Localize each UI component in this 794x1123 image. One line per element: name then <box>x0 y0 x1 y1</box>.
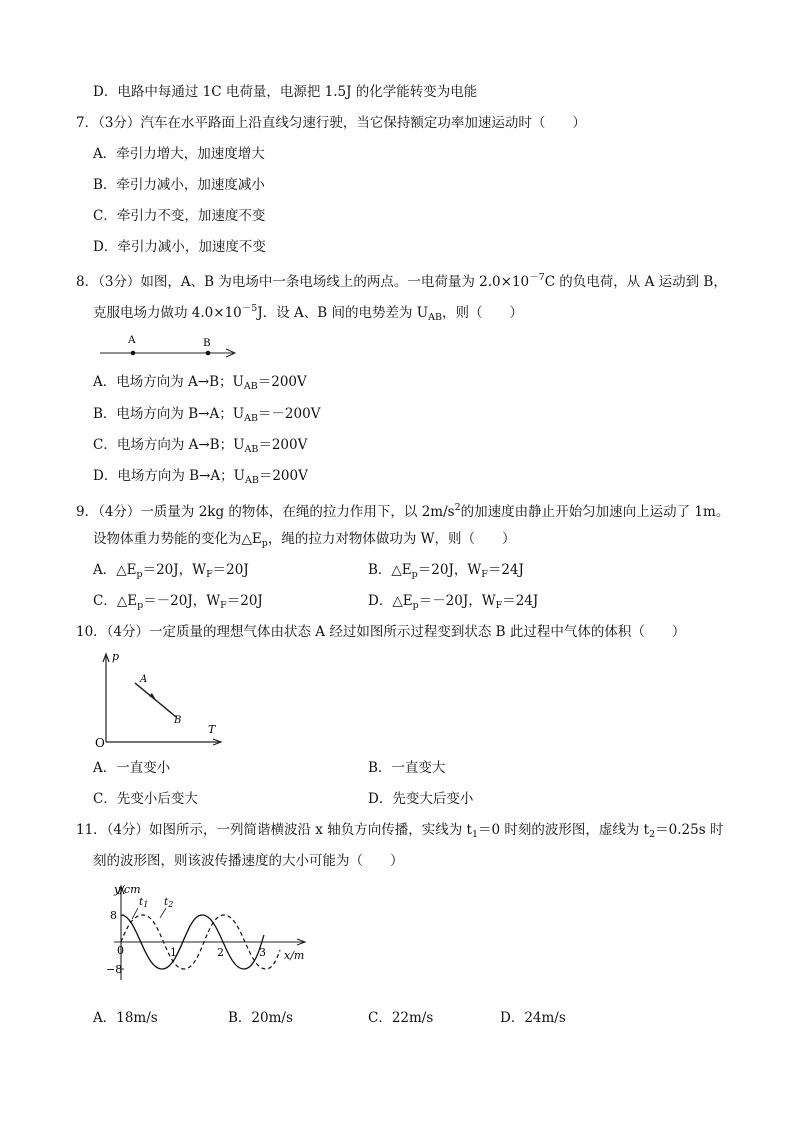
svg-text:x/m: x/m <box>284 949 305 962</box>
q9-option-c: C．$\triangle E_p=-20J$，$W_F=20J$ <box>93 593 263 611</box>
q11-stem-line1: 11．（4分）如图所示，一列简谐横波沿 x 轴负方向传播，实线为 $t_1=0$ 时刻的波形图，虚线为 $t_2=0.25s$ 时 <box>76 822 724 840</box>
q7-option-c: C．牵引力不变，加速度不变 <box>93 208 266 224</box>
q8-stem-line2: 克服电场力做功 $4.0\times 10^{-5}J$．设 A、B 间的电势差为 $U_{AB}$，则（ ） <box>93 303 523 323</box>
svg-text:0: 0 <box>117 944 124 957</box>
svg-text:A: A <box>128 334 136 346</box>
q8-option-c: C．电场方向为 A→B；$U_{AB}=200V$ <box>93 437 308 455</box>
q9-option-d: D．$\triangle E_p=-20J$，$W_F=24J$ <box>368 593 539 611</box>
q8-option-b: B．电场方向为 B→A；$U_{AB}=-200V$ <box>93 406 321 424</box>
svg-text:O: O <box>95 736 105 750</box>
svg-text:−8: −8 <box>106 963 123 976</box>
svg-text:2: 2 <box>217 946 224 959</box>
q9-option-b: B．$\triangle E_p=20J$，$W_F=24J$ <box>368 562 524 580</box>
q11-option-c: C．22m/s <box>368 1010 434 1026</box>
q8-option-a: A．电场方向为 A→B；$U_{AB}=200V$ <box>93 374 307 392</box>
q10-p-t-graph <box>92 650 232 750</box>
svg-text:8: 8 <box>110 909 117 922</box>
q11-option-d: D．24m/s <box>500 1010 566 1026</box>
q10-option-a: A．一直变小 <box>93 760 171 776</box>
svg-text:1: 1 <box>170 946 177 959</box>
svg-text:y/cm: y/cm <box>114 883 141 896</box>
q9-stem-line2: 设物体重力势能的变化为$\triangle E_p$，绳的拉力对物体做功为 W，则（ ） <box>93 531 516 549</box>
q9-option-a: A．$\triangle E_p=20J$，$W_F=20J$ <box>93 562 249 580</box>
q11-wave-graph <box>104 880 314 985</box>
q11-option-a: A．18m/s <box>93 1010 158 1026</box>
svg-text:t1: t1 <box>139 896 149 909</box>
q10-option-b: B．一直变大 <box>368 760 446 776</box>
q6-option-d: D．电路中每通过 1C 电荷量，电源把 1.5J 的化学能转变为电能 <box>93 84 478 100</box>
q8-stem-line1: 8．（3分）如图，A、B 为电场中一条电场线上的两点。一电荷量为 $2.0\times 10^{-7}C$ 的负电荷，从 A 运动到 B， <box>76 272 727 290</box>
q10-stem: 10．（4分）一定质量的理想气体由状态 A 经过如图所示过程变到状态 B 此过程中气体的体积（ ） <box>76 624 686 640</box>
q7-stem: 7．（3分）汽车在水平路面上沿直线匀速行驶，当它保持额定功率加速运动时（ ） <box>76 115 586 131</box>
svg-text:A: A <box>140 674 148 685</box>
q8-option-d: D．电场方向为 B→A；$U_{AB}=200V$ <box>93 468 308 486</box>
q10-option-d: D．先变大后变小 <box>368 791 474 807</box>
q11-stem-line2: 刻的波形图，则该波传播速度的大小可能为（ ） <box>93 853 404 869</box>
svg-text:T: T <box>208 723 216 736</box>
svg-text:B: B <box>174 715 182 726</box>
q10-option-c: C．先变小后变大 <box>93 791 198 807</box>
q7-option-b: B．牵引力减小，加速度减小 <box>93 177 265 193</box>
svg-text:3: 3 <box>259 946 266 959</box>
q9-stem-line1: 9．（4分）一质量为 2kg 的物体，在绳的拉力作用下，以 $2m/s^2$的加速度由静止开始匀加速向上运动了 1m。 <box>76 502 730 520</box>
q8-field-line-figure <box>98 330 248 362</box>
svg-text:p: p <box>112 650 120 663</box>
svg-text:t2: t2 <box>164 896 174 909</box>
q7-option-d: D．牵引力减小，加速度不变 <box>93 239 266 255</box>
q11-option-b: B．20m/s <box>228 1010 293 1026</box>
svg-text:B: B <box>203 337 211 349</box>
q7-option-a: A．牵引力增大，加速度增大 <box>93 146 265 162</box>
